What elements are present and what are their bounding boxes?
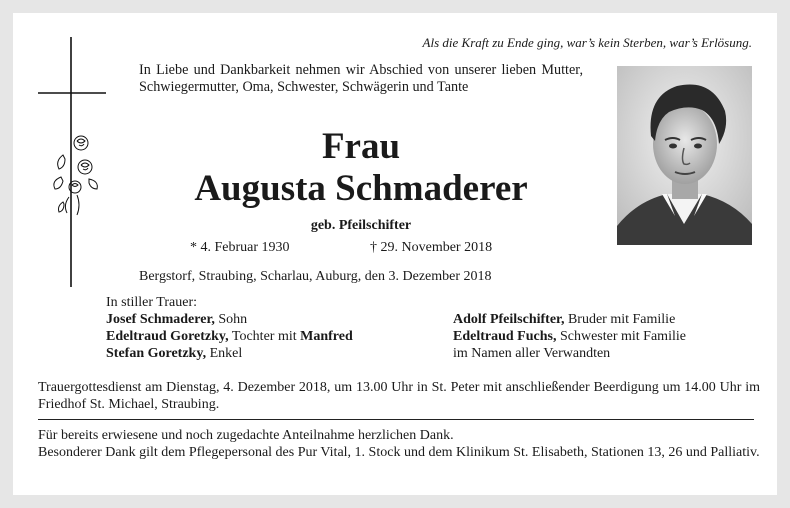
mourner-row: Stefan Goretzky, Enkel [106, 346, 243, 361]
divider [38, 419, 754, 420]
intro-text: In Liebe und Dankbarkeit nehmen wir Abschied von unserer lieben Mutter, Schwiegermutter, Oma, Schwester, Schwägerin und Tante [139, 62, 583, 95]
mourner-row: Edeltraud Fuchs, Schwester mit Familie [453, 329, 686, 344]
portrait-photo [617, 66, 752, 245]
cross-with-roses-icon [33, 37, 113, 287]
mourners-right [453, 311, 686, 362]
death-date: † 29. November 2018 [370, 240, 493, 255]
motto-text: Als die Kraft zu Ende ging, war’s kein Sterben, war’s Erlösung. [422, 35, 752, 50]
mourner-row: Adolf Pfeilschifter, Bruder mit Familie [453, 312, 676, 327]
salutation: Frau [321, 126, 401, 167]
obituary-card [13, 13, 777, 495]
service-info: Trauergottesdienst am Dienstag, 4. Dezember 2018, um 13.00 Uhr in St. Peter mit anschließender Beerdigung um 14.00 Uhr im Friedhof St. Michael, Straubing. [38, 380, 760, 412]
thanks-line: Besonderer Dank gilt dem Pflegepersonal des Pur Vital, 1. Stock und dem Klinikum St. Elisabeth, Stationen 13, 26 und Palliativ. [38, 445, 760, 460]
birth-date: * 4. Februar 1930 [190, 240, 290, 255]
mourner-row: Josef Schmaderer, Sohn [106, 312, 248, 327]
mourners-left [106, 294, 353, 362]
thanks-line: Für bereits erwiesene und noch zugedachte Anteilnahme herzlichen Dank. [38, 428, 454, 443]
thanks-section [38, 427, 760, 461]
maiden-name: geb. Pfeilschifter [310, 218, 412, 233]
deceased-name: Augusta Schmaderer [194, 168, 528, 209]
mourning-heading: In stiller Trauer: [106, 295, 197, 310]
mourner-row: im Namen aller Verwandten [453, 346, 611, 361]
places-date: Bergstorf, Straubing, Scharlau, Auburg, den 3. Dezember 2018 [139, 269, 492, 284]
mourner-row: Edeltraud Goretzky, Tochter mit Manfred [106, 329, 353, 344]
